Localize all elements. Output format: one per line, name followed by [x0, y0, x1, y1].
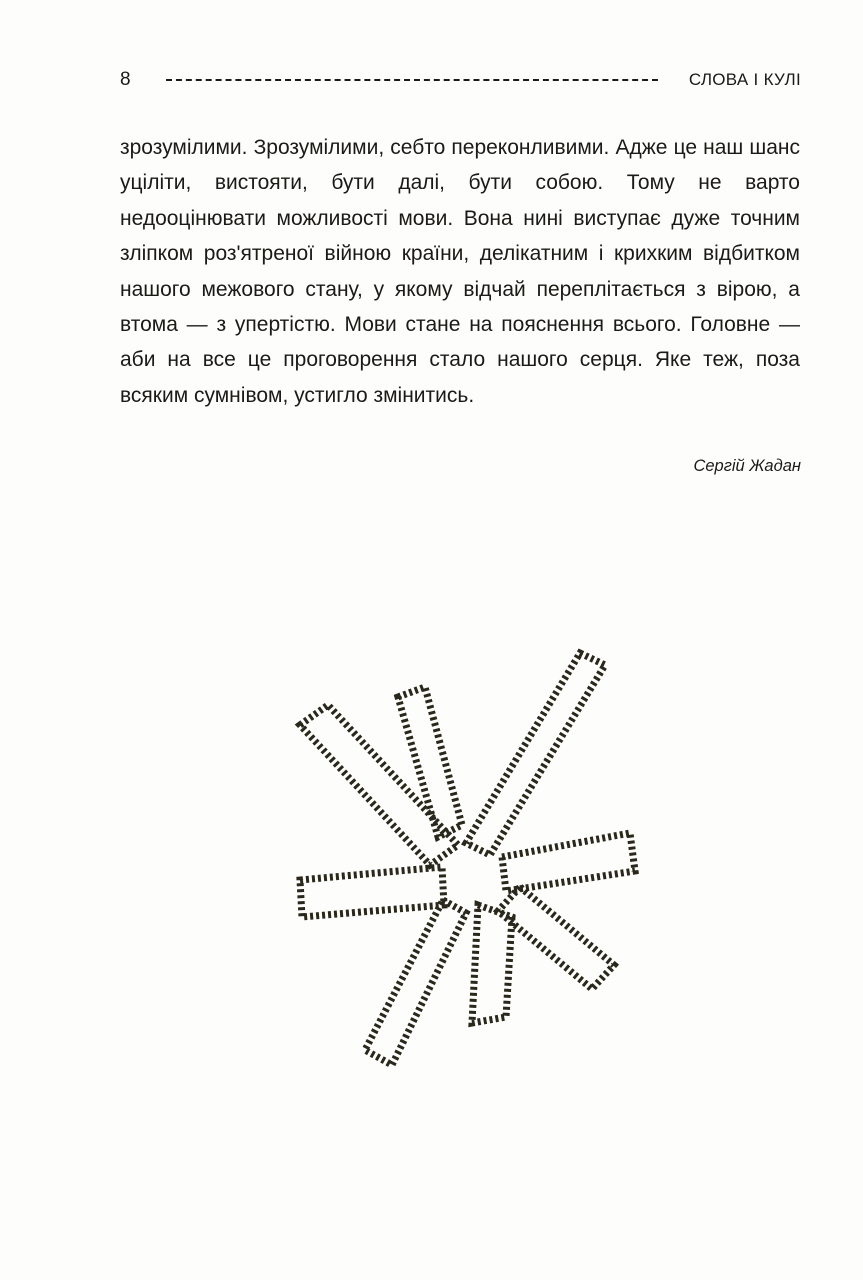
page-number: 8	[120, 69, 131, 90]
running-title: СЛОВА І КУЛІ	[688, 70, 801, 89]
body-paragraph: зрозумілими. Зрозумілими, себто переконливими. Адже це наш шанс уціліти, вистояти, бути далі, бути собою. Тому не варто недооцінювати можливості мови. Вона нині виступає дуже точним зліпком роз'ятреної війною країни, делікатним і крихким відбитком нашого межового стану, у якому відчай переплітається з вірою, а втома — з упертістю. Мови стане на пояснення всього. Головне — аби на все це проговорення стало нашого серця. Яке теж, поза всяким сумнівом, устигло змінитись.	[120, 136, 800, 407]
ornament-arm-lower	[472, 905, 512, 1023]
ornament-arm-upper-left	[300, 705, 458, 865]
ornament-arm-upper-right	[466, 653, 605, 855]
ornament-arm-right	[502, 833, 635, 891]
header-dashed-rule	[166, 79, 658, 81]
ornament-arm-lower-left	[365, 900, 466, 1065]
author-attribution: Сергій Жадан	[693, 457, 801, 475]
ornament-arm-upper-short	[398, 687, 462, 837]
ornament-arm-left	[300, 867, 444, 917]
dotted-asterisk-icon	[280, 625, 640, 1085]
ornament-arm-lower-right	[498, 887, 614, 989]
